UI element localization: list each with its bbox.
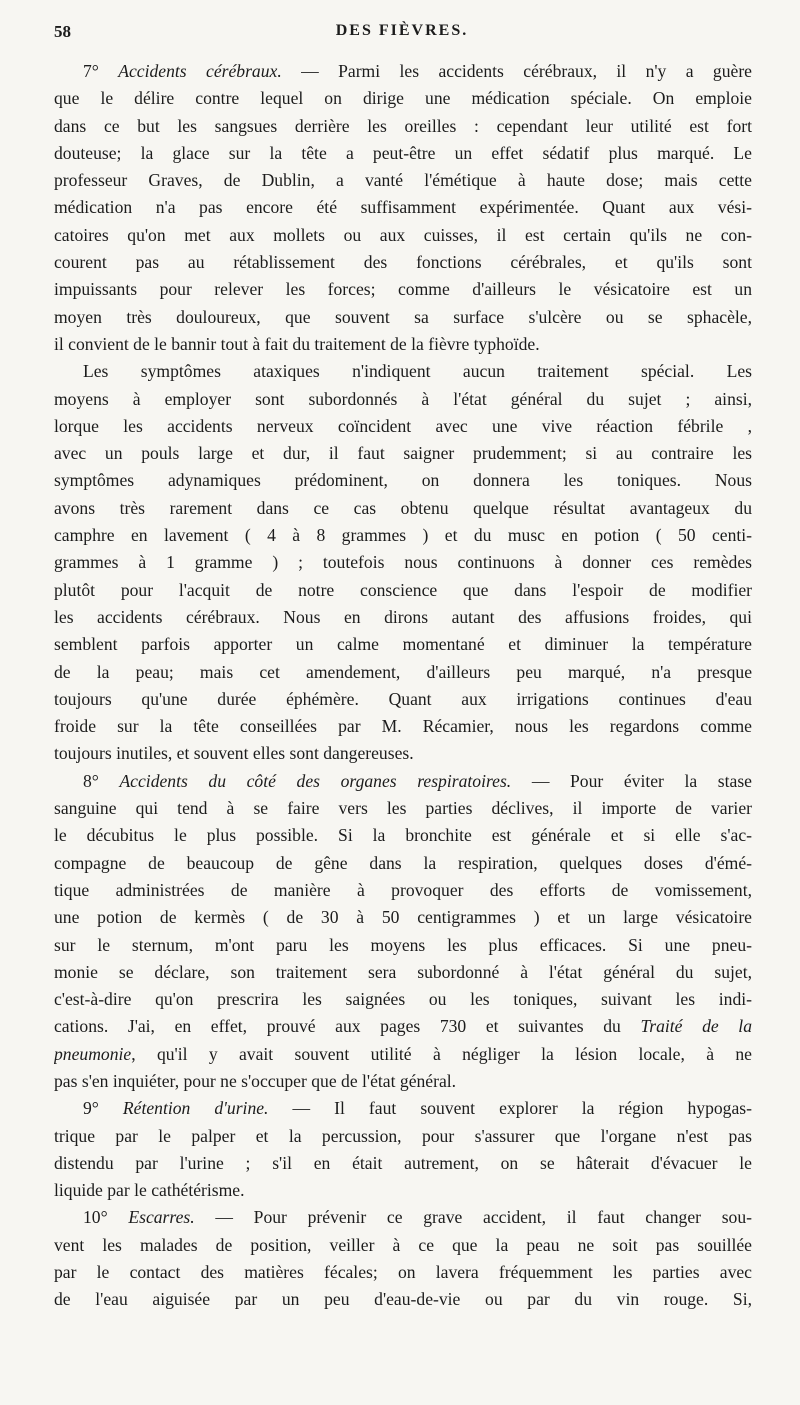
text-line: une potion de kermès ( de 30 à 50 centigrammes ) et un large vésicatoire [54,907,752,928]
text-line: lorque les accidents nerveux coïncident avec une vive réaction fébrile , [54,415,752,436]
book-title: pneumonie [54,1043,132,1064]
text-line: dans ce but les sangsues derrière les oreilles : cependant leur utilité est fort [54,115,752,136]
text-line: les accidents cérébraux. Nous en dirons autant des affusions froides, qui [54,606,752,627]
text-line: froide sur la tête conseillées par M. Récamier, nous les regardons comme [54,716,752,737]
section-heading: Rétention d'urine. [122,1098,269,1119]
text-line: toujours qu'une durée éphémère. Quant aux irrigations continues d'eau [54,688,752,709]
text-line: distendu par l'urine ; s'il en était autrement, on se hâterait d'évacuer le [54,1152,752,1173]
text-line: moyens à employer sont subordonnés à l'état général du sujet ; ainsi, [54,388,752,409]
text-line: médication n'a pas encore été suffisamment expérimentée. Quant aux vési- [54,197,752,218]
text-line: 10° Escarres. — Pour prévenir ce grave accident, il faut changer sou- [83,1207,752,1228]
text-line: liquide par le cathétérisme. [54,1180,245,1201]
text-line: sur le sternum, m'ont paru les moyens les plus efficaces. Si une pneu- [54,934,752,955]
text-line: 7° Accidents cérébraux. — Parmi les accidents cérébraux, il n'y a guère [83,61,752,81]
section-heading: Accidents cérébraux. [118,61,282,81]
text-line: sanguine qui tend à se faire vers les parties déclives, il importe de varier [54,798,752,819]
text-line: de la peau; mais cet amendement, d'ailleurs peu marqué, n'a presque [54,661,752,682]
text-line: cations. J'ai, en effet, prouvé aux pages 730 et suivantes du Traité de la [54,1016,752,1037]
text-line: compagne de beaucoup de gêne dans la respiration, quelques doses d'émé- [54,852,752,873]
text-line: avons très rarement dans ce cas obtenu quelque résultat avantageux du [54,497,752,518]
text-line: 9° Rétention d'urine. — Il faut souvent explorer la région hypogas- [83,1098,752,1119]
text-line: courent pas au rétablissement des fonctions cérébrales, et qu'ils sont [54,252,752,273]
book-title: Traité de la [640,1016,752,1037]
body-text [54,58,752,1314]
text-line: 8° Accidents du côté des organes respiratoires. — Pour éviter la stase [83,770,752,791]
section-heading: Escarres. [128,1207,195,1228]
text-line: c'est-à-dire qu'on prescrira les saignées ou les toniques, suivant les indi- [54,989,752,1010]
section-heading: Accidents du côté des organes respiratoires. [119,770,512,791]
text-line: par le contact des matières fécales; on lavera fréquemment les parties avec [54,1262,752,1283]
text-line: plutôt pour l'acquit de notre conscience que dans l'espoir de modifier [54,579,752,600]
text-line: tique administrées de manière à provoquer des efforts de vomissement, [54,879,752,900]
text-line: pas s'en inquiéter, pour ne s'occuper que de l'état général. [54,1070,457,1091]
text-line: douteuse; la glace sur la tête a peut-être un effet sédatif plus marqué. Le [54,142,752,163]
text-line: il convient de le bannir tout à fait du traitement de la fièvre typhoïde. [54,333,540,354]
running-title: DES FIÈVRES. [335,22,469,39]
text-line: vent les malades de position, veiller à ce que la peau ne soit pas souillée [54,1234,752,1255]
text-line: catoires qu'on met aux mollets ou aux cuisses, il est certain qu'ils ne con- [54,224,752,245]
text-line: trique par le palper et la percussion, pour s'assurer que l'organe n'est pas [54,1125,752,1146]
text-line: que le délire contre lequel on dirige une médication spéciale. On emploie [54,88,752,109]
page-header [54,22,750,46]
text-line: grammes à 1 gramme ) ; toutefois nous continuons à donner ces remèdes [54,552,752,573]
text-line: toujours inutiles, et souvent elles sont dangereuses. [54,743,414,764]
text-line: avec un pouls large et dur, il faut saigner prudemment; si au contraire les [54,443,752,464]
text-line: impuissants pour relever les forces; comme d'ailleurs le vésicatoire est un [54,279,752,300]
text-line: de l'eau aiguisée par un peu d'eau-de-vie ou par du vin rouge. Si, [54,1289,752,1310]
text-line: symptômes adynamiques prédominent, on donnera les toniques. Nous [54,470,752,491]
text-line: professeur Graves, de Dublin, a vanté l'émétique à haute dose; mais cette [54,170,752,191]
text-line: pneumonie, qu'il y avait souvent utilité à négliger la lésion locale, à ne [54,1043,752,1064]
text-line: moyen très douloureux, que souvent sa surface s'ulcère ou se sphacèle, [54,306,752,327]
text-line: le décubitus le plus possible. Si la bronchite est générale et si elle s'ac- [54,825,752,846]
page-number: 58 [54,22,71,41]
text-line: Les symptômes ataxiques n'indiquent aucun traitement spécial. Les [83,361,752,382]
text-line: camphre en lavement ( 4 à 8 grammes ) et du musc en potion ( 50 centi- [54,525,752,546]
text-line: monie se déclare, son traitement sera subordonné à l'état général du sujet, [54,961,752,982]
text-line: semblent parfois apporter un calme momentané et diminuer la température [54,634,752,655]
